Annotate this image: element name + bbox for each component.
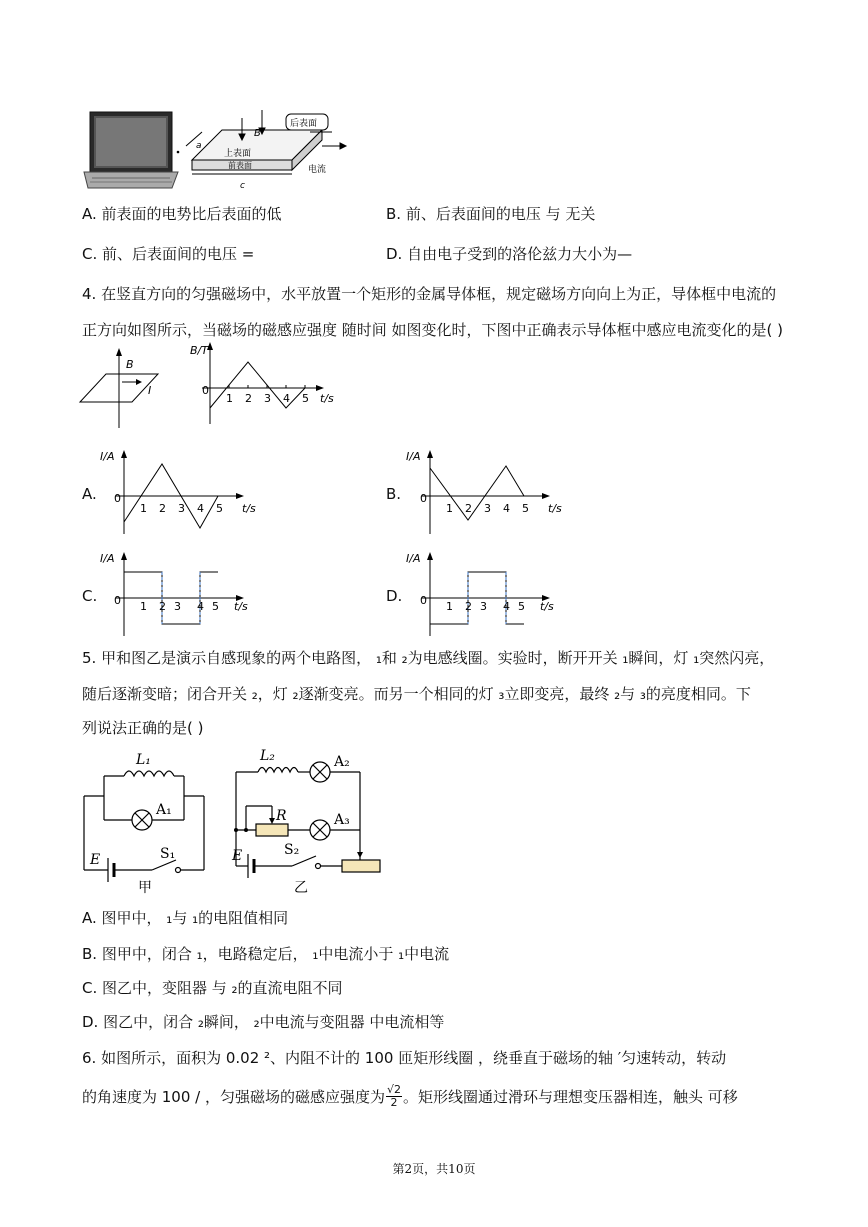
q4-stem-line1: 4. 在竖直方向的匀强磁场中，水平放置一个矩形的金属导体框，规定磁场方向向上为正，导体框中电流的: [82, 285, 777, 303]
b-tick-3: 3: [484, 502, 491, 515]
b-x-label: t/s: [548, 502, 562, 515]
laptop-photo: [84, 112, 178, 188]
jia-A1-label: A₁: [156, 802, 172, 818]
c-tick-2: 2: [159, 600, 166, 613]
q4-field-label: B: [126, 358, 134, 371]
d-tick-5: 5: [518, 600, 525, 613]
a-tick-3: 3: [178, 502, 185, 515]
yi-S2-label: S₂: [284, 842, 300, 858]
q4-current-label: I: [148, 384, 152, 397]
a-tick-5: 5: [216, 502, 223, 515]
c-tick-5: 5: [212, 600, 219, 613]
top-surface-label: 上表面: [224, 149, 252, 159]
q6-line2-part2: 。矩形线圈通过滑环与理想变压器相连，触头 可移: [403, 1087, 738, 1106]
q6-line2-part1: 的角速度为 100 / ，匀强磁场的磁感应强度为: [82, 1087, 385, 1106]
circuit-jia: [80, 748, 216, 894]
q3-option-a: A. 前表面的电势比后表面的低: [82, 205, 282, 223]
d-zero: 0: [420, 594, 427, 607]
q4-option-a-label: A.: [82, 485, 97, 503]
back-surface-label: 后表面: [290, 119, 318, 129]
q6-stem-line1: 6. 如图所示，面积为 0.02 ²、内阻不计的 100 匝矩形线圈 ，绕垂直于磁场的轴 ′匀速转动，转动: [82, 1049, 727, 1067]
bt-zero: 0: [202, 384, 209, 397]
a-zero: 0: [114, 492, 121, 505]
c-y-label: I/A: [100, 552, 115, 565]
d-y-label: I/A: [406, 552, 421, 565]
jia-L1-label: L₁: [136, 752, 151, 768]
yi-R-label: R: [276, 808, 287, 824]
bt-tick-1: 1: [226, 392, 233, 405]
b-tick-4: 4: [503, 502, 510, 515]
a-y-label: I/A: [100, 450, 115, 463]
q6-fraction-numerator: √2: [387, 1083, 402, 1096]
q5-stem-line2: 随后逐渐变暗；闭合开关 ₂，灯 ₂逐渐变亮。而另一个相同的灯 ₃立即变亮，最终 ₂与 ₃的亮度相同。下: [82, 685, 751, 703]
q3-option-c: C. 前、后表面间的电压 =: [82, 245, 255, 263]
q5-option-c: C. 图乙中，变阻器 与 ₂的直流电阻不同: [82, 979, 343, 997]
bt-x-label: t/s: [320, 392, 334, 405]
front-surface-label: 前表面: [228, 161, 252, 170]
jia-caption: 甲: [138, 880, 152, 894]
q6-fraction-denominator: 2: [390, 1096, 398, 1109]
yi-caption: 乙: [294, 880, 308, 894]
dimension-c-label: c: [240, 181, 245, 190]
b-tick-5: 5: [522, 502, 529, 515]
q4-stem-line2: 正方向如图所示，当磁场的磁感应强度 随时间 如图变化时，下图中正确表示导体框中感应电流变化的是( ): [82, 321, 784, 339]
q5-option-b: B. 图甲中，闭合 ₁，电路稳定后， ₁中电流小于 ₁中电流: [82, 945, 450, 963]
field-label-B: B: [254, 128, 261, 139]
a-tick-4: 4: [197, 502, 204, 515]
a-x-label: t/s: [242, 502, 256, 515]
bt-y-label: B/T: [190, 344, 208, 357]
q4-option-b-label: B.: [386, 485, 402, 503]
q4-option-a-graph: [100, 446, 270, 538]
d-tick-2: 2: [465, 600, 472, 613]
d-tick-3: 3: [480, 600, 487, 613]
q3-option-b: B. 前、后表面间的电压 与 无关: [386, 205, 596, 223]
circuit-yi: [228, 742, 388, 894]
q4-bt-graph: [188, 340, 338, 430]
a-tick-2: 2: [159, 502, 166, 515]
bt-tick-2: 2: [245, 392, 252, 405]
c-tick-1: 1: [140, 600, 147, 613]
b-tick-2: 2: [465, 502, 472, 515]
yi-E-label: E: [232, 848, 243, 864]
q4-option-d-label: D.: [386, 587, 403, 605]
bt-tick-5: 5: [302, 392, 309, 405]
bt-tick-3: 3: [264, 392, 271, 405]
page-footer: 第2页，共10页: [392, 1162, 476, 1176]
bt-tick-4: 4: [283, 392, 290, 405]
c-tick-4: 4: [197, 600, 204, 613]
q4-option-d-graph: [406, 548, 576, 640]
d-x-label: t/s: [540, 600, 554, 613]
b-tick-1: 1: [446, 502, 453, 515]
q3-option-d: D. 自由电子受到的洛伦兹力大小为—: [386, 245, 633, 263]
hall-effect-figure: [82, 108, 362, 190]
q4-frame-figure: [78, 344, 168, 432]
q6-fraction: [386, 1084, 402, 1109]
yi-A3-label: A₃: [334, 812, 350, 828]
current-label: 电流: [308, 165, 327, 175]
yi-L2-label: L₂: [260, 748, 275, 764]
jia-S1-label: S₁: [160, 846, 176, 862]
b-zero: 0: [420, 492, 427, 505]
a-tick-1: 1: [140, 502, 147, 515]
c-x-label: t/s: [234, 600, 248, 613]
q4-option-b-graph: [406, 446, 576, 538]
yi-A2-label: A₂: [334, 754, 350, 770]
q5-stem-line1: 5. 甲和图乙是演示自感现象的两个电路图， ₁和 ₂为电感线圈。实验时，断开开关 ₁瞬间，灯 ₁突然闪亮，: [82, 649, 775, 667]
b-y-label: I/A: [406, 450, 421, 463]
d-tick-1: 1: [446, 600, 453, 613]
d-tick-4: 4: [503, 600, 510, 613]
q5-stem-line3: 列说法正确的是( ): [82, 719, 204, 737]
dimension-a-label: a: [196, 141, 202, 151]
q5-option-a: A. 图甲中， ₁与 ₁的电阻值相同: [82, 909, 289, 927]
q5-option-d: D. 图乙中，闭合 ₂瞬间， ₂中电流与变阻器 中电流相等: [82, 1013, 445, 1031]
q6-stem-line2: [82, 1084, 738, 1109]
c-zero: 0: [114, 594, 121, 607]
q4-option-c-graph: [100, 548, 270, 640]
c-tick-3: 3: [174, 600, 181, 613]
jia-E-label: E: [90, 852, 101, 868]
q4-option-c-label: C.: [82, 587, 98, 605]
